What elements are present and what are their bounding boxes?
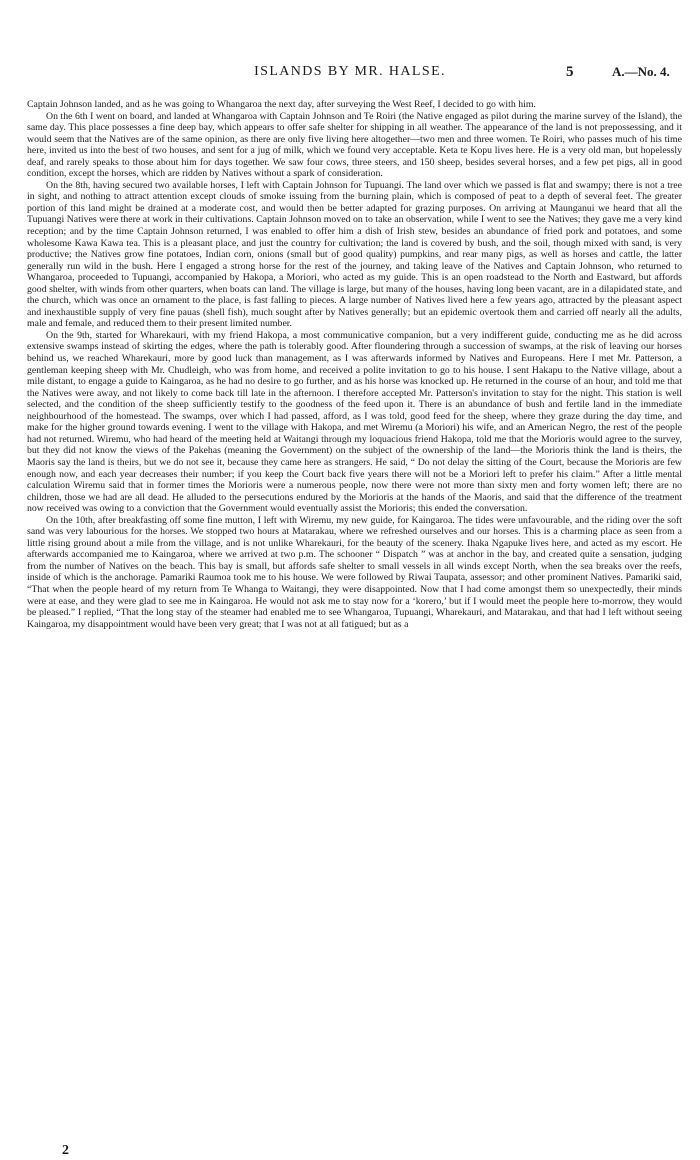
paragraph-6th: On the 6th I went on board, and landed at Whangaroa with Captain Johnson and Te Roiri (the Native engaged as pilot during the marine survey of the Island), the same day. This place possesses a fine deep bay, which appears to offer safe shelter for shipping in all weather. The appearance of the land is not prepossessing, and it would seem that the Natives are of the same opinion, as there are only five living here altogether—two men and three women. Te Roiri, who passes much of his time here, invited us into the best of two houses, and sent for a jug of milk, which we found very acceptable. Keta te Kopu lives here. He is a very old man, but hopelessly deaf, and rarely speaks to those about him for days together. We saw four cows, three steers, and 150 sheep, besides several horses, and a few pet pigs, all in good condition, except the horses, which are ridden by Natives without a spark of consideration. — [27, 110, 682, 180]
printer-signature: 2 — [62, 1143, 69, 1158]
paragraph-10th: On the 10th, after breakfasting off some fine mutton, I left with Wiremu, my new guide, for Kaingaroa. The tides were unfavourable, and the riding over the soft sand was very labourious for the horses. We stopped two hours at Matarakau, where we refreshed ourselves and our horses. This is a charming place as seen from a little rising ground about a mile from the village, and is not unlike Wharekauri, for the beauty of the scenery. Ihaka Ngapuke lives here, and acted as my escort. He afterwards accompanied me to Kaingaroa, where we arrived at two p.m. The schooner “ Dispatch ” was at anchor in the bay, and created quite a sensation, judging from the number of Natives on the beach. This bay is small, but affords safe shelter to small vessels in all winds except North, when the sea breaks over the reefs, inside of which is the anchorage. Pamariki Raumoa took me to his house. We were followed by Riwai Taupata, assessor; and other prominent Natives. Pamariki said, “That when the people heard of my return from Te Whanga to Waitangi, they were disappointed. Now that I had come amongst them so unexpectedly, their minds were at ease, and they were glad to see me in Kaingaroa. He would not ask me to stay now for a ‘korero,’ but if I would meet the people here to-morrow, they would be pleased.” I replied, “That the long stay of the steamer had enabled me to see Whangaroa, Tupuangi, Wharekauri, and Matarakau, and that had I left without seeing Kaingaroa, my disappointment would have been very great; that I was not at all fatigued; but as a — [27, 514, 682, 630]
document-reference: A.—No. 4. — [612, 64, 670, 79]
paragraph-8th: On the 8th, having secured two available horses, I left with Captain Johnson for Tupuangi. The land over which we passed is flat and swampy; there is not a tree in sight, and nothing to attract attention except clouds of smoke issuing from the burning plain, which is composed of peat to a depth of several feet. The greater portion of this land might be drained at a moderate cost, and would then be better adapted for grazing purposes. On arriving at Maunganui we heard that all the Tupuangi Natives were there at work in their cultivations. Captain Johnson moved on to take an observation, while I went to see the Natives; they gave me a very kind reception; and by the time Captain Johnson returned, I was enabled to offer him a dish of Irish stew, besides an abundance of fried pork and potatoes, and some wholesome Kawa Kawa tea. This is a pleasant place, and just the country for cultivation; the land is covered by bush, and the soil, though mixed with sand, is very productive; the Natives grow fine potatoes, Indian corn, onions (small but of good quality) pumpkins, and rear many pigs, as well as horses and cattle, the latter generally run wild in the bush. Here I engaged a strong horse for the rest of the journey, and taking leave of the Natives and Captain Johnson, who returned to Whangaroa, proceeded to Tupuangi, accompanied by Hakopa, a Moriori, who acted as my guide. This is an open roadstead to the North and Eastward, but affords good shelter, with winds from other quarters, when boats can land. The village is large, but many of the houses, having long been vacant, are in a dilapidated state, and the church, which was once an ornament to the place, is fast falling to pieces. A large number of Natives lived here a few years ago, attracted by the pleasant aspect and inexhaustible supply of very fine pauas (shell fish), much sought after by Natives generally; but an epidemic overtook them and carried off nearly all the adults, male and female, and reduced them to their present limited number. — [27, 179, 682, 330]
paragraph-9th: On the 9th, started for Wharekauri, with my friend Hakopa, a most communicative companion, but a very indifferent guide, conducting me as he did across extensive swamps instead of skirting the edges, where the path is tolerably good. After floundering through a succession of swamps, at the risk of leaving our horses behind us, we reached Wharekauri, more by good luck than management, as I was afterwards informed by Natives and Europeans. Here I met Mr. Patterson, a gentleman keeping sheep with Mr. Chudleigh, who was from home, and received a polite invitation to go to his house. I sent Hakapu to the Native village, about a mile distant, to engage a guide to Kaingaroa, as he had no desire to go further, and as his horse was knocked up. He returned in the course of an hour, and told me that the Natives were away, and not likely to come back till late in the afternoon. I therefore accepted Mr. Patterson's invitation to stay for the night. This station is well selected, and the condition of the sheep sufficiently testify to the goodness of the feed upon it. There is an abundance of bush and fertile land in the immediate neighbourhood of the homestead. The swamps, over which I had passed, afford, as I was told, good feed for the sheep, where they graze during the day time, and make for the higher ground towards evening. I went to the village with Hakopa, and met Wiremu (a Moriori) his wife, and an American Negro, the rest of the people had not returned. Wiremu, who had heard of the meeting held at Waitangi through my loquacious friend Hakopa, told me that the Morioris would agree to the survey, but they did not know the views of the Pakehas (meaning the Government) on the subject of the ownership of the land—the Morioris think the land is theirs, the Maoris say the land is theirs, but we do not see it, because they came here as strangers. He said, “ Do not delay the sitting of the Court, because the Morioris are few enough now, and each year decreases their number; if you keep the Court back five years there will not be a Moriori left to prefer his claim.” After a little mental calculation Wiremu said that in former times the Morioris were a numerous people, now there were not more than sixty men and forty women left; there are no children, those we had are all dead. He alluded to the persecutions endured by the Morioris at the hands of the Maoris, and said that the difference of the treatment now received was owing to a conviction that the Government would eventually assist the Morioris; this ended the conversation. — [27, 329, 682, 515]
running-title: ISLANDS BY MR. HALSE. — [254, 64, 446, 79]
page-number: 5 — [566, 64, 574, 80]
body-text — [27, 99, 682, 630]
page-header — [0, 64, 700, 84]
paragraph-continuation: Captain Johnson landed, and as he was going to Whangaroa the next day, after surveying the West Reef, I decided to go with him. — [27, 99, 536, 110]
